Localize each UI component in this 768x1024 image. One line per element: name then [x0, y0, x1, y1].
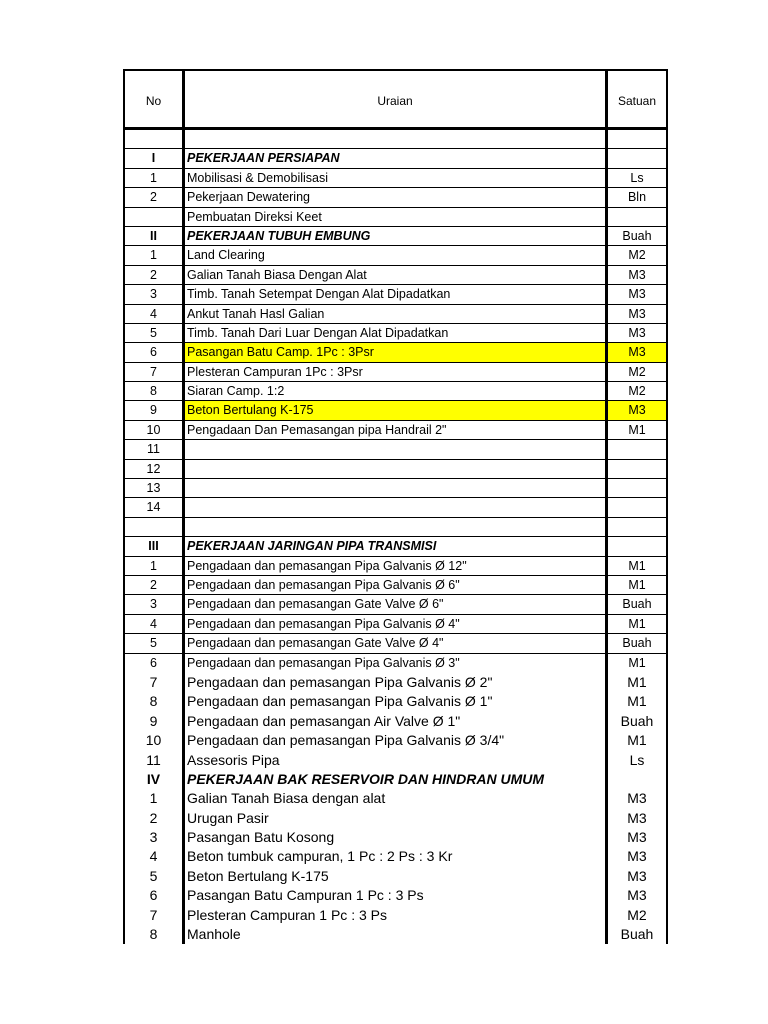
- cell-no: III: [123, 537, 185, 556]
- cell-no: 7: [123, 363, 185, 382]
- cell-no: [123, 518, 185, 537]
- table-row: [123, 498, 668, 517]
- cell-uraian: [185, 130, 608, 149]
- cell-satuan: M3: [608, 867, 668, 886]
- cell-no: 9: [123, 712, 185, 731]
- table-row: [123, 673, 668, 692]
- cell-no: 4: [123, 305, 185, 324]
- cell-uraian: Beton tumbuk campuran, 1 Pc : 2 Ps : 3 Kr: [185, 847, 608, 866]
- table-row: [123, 266, 668, 285]
- cell-uraian: Pasangan Batu Kosong: [185, 828, 608, 847]
- cell-uraian: Pengadaan dan pemasangan Pipa Galvanis Ø 6": [185, 576, 608, 595]
- cell-satuan: [608, 208, 668, 227]
- header-no: No: [123, 69, 185, 130]
- cell-no: 4: [123, 615, 185, 634]
- cell-no: 13: [123, 479, 185, 498]
- cell-uraian: Pasangan Batu Campuran 1 Pc : 3 Ps: [185, 886, 608, 905]
- table-header: [123, 69, 668, 130]
- cell-no: 8: [123, 382, 185, 401]
- cell-satuan: M2: [608, 382, 668, 401]
- cell-no: 2: [123, 188, 185, 207]
- table-row: [123, 828, 668, 847]
- table-row: [123, 906, 668, 925]
- cell-satuan: M3: [608, 401, 668, 420]
- cell-no: 2: [123, 576, 185, 595]
- cell-uraian: PEKERJAAN TUBUH EMBUNG: [185, 227, 608, 246]
- cell-no: 3: [123, 828, 185, 847]
- cell-no: 5: [123, 634, 185, 653]
- cell-uraian: Timb. Tanah Setempat Dengan Alat Dipadatkan: [185, 285, 608, 304]
- cell-uraian: Pengadaan dan pemasangan Air Valve Ø 1": [185, 712, 608, 731]
- cell-satuan: Ls: [608, 169, 668, 188]
- table-row: [123, 751, 668, 770]
- cell-satuan: [608, 149, 668, 168]
- cell-no: 3: [123, 285, 185, 304]
- cell-satuan: M1: [608, 557, 668, 576]
- table-row: [123, 809, 668, 828]
- table-row: [123, 305, 668, 324]
- table-row: [123, 460, 668, 479]
- cell-uraian: Pengadaan dan pemasangan Pipa Galvanis Ø 3": [185, 654, 608, 673]
- cell-no: I: [123, 149, 185, 168]
- cell-uraian: Pengadaan dan pemasangan Gate Valve Ø 6": [185, 595, 608, 614]
- cell-uraian: Plesteran Campuran 1Pc : 3Psr: [185, 363, 608, 382]
- table-row: [123, 712, 668, 731]
- cell-uraian: Beton Bertulang K-175: [185, 401, 608, 420]
- cell-uraian: Pasangan Batu Camp. 1Pc : 3Psr: [185, 343, 608, 362]
- cell-satuan: M1: [608, 615, 668, 634]
- cell-satuan: [608, 479, 668, 498]
- cell-satuan: M2: [608, 906, 668, 925]
- table-row: [123, 479, 668, 498]
- cell-uraian: Pengadaan dan pemasangan Pipa Galvanis Ø 2": [185, 673, 608, 692]
- table-row: [123, 518, 668, 537]
- table-row: [123, 343, 668, 362]
- table-row: [123, 285, 668, 304]
- cell-satuan: Buah: [608, 634, 668, 653]
- cell-no: 14: [123, 498, 185, 517]
- cell-satuan: M1: [608, 654, 668, 673]
- table-row: [123, 654, 668, 673]
- cell-satuan: M1: [608, 421, 668, 440]
- cell-satuan: [608, 130, 668, 149]
- cell-satuan: M3: [608, 847, 668, 866]
- cell-no: 11: [123, 751, 185, 770]
- cell-satuan: M3: [608, 343, 668, 362]
- cell-no: 8: [123, 925, 185, 944]
- cell-uraian: Siaran Camp. 1:2: [185, 382, 608, 401]
- table-body: [123, 130, 668, 944]
- cell-satuan: M2: [608, 363, 668, 382]
- table-row: [123, 246, 668, 265]
- cell-satuan: Ls: [608, 751, 668, 770]
- cell-no: 2: [123, 266, 185, 285]
- cell-uraian: PEKERJAAN JARINGAN PIPA TRANSMISI: [185, 537, 608, 556]
- table-row: [123, 595, 668, 614]
- table-row: [123, 169, 668, 188]
- cell-uraian: PEKERJAAN PERSIAPAN: [185, 149, 608, 168]
- cell-uraian: Urugan Pasir: [185, 809, 608, 828]
- cell-uraian: Pembuatan Direksi Keet: [185, 208, 608, 227]
- cell-satuan: M3: [608, 305, 668, 324]
- cell-no: 6: [123, 886, 185, 905]
- table-row: [123, 886, 668, 905]
- cell-uraian: Galian Tanah Biasa dengan alat: [185, 789, 608, 808]
- cell-satuan: M3: [608, 324, 668, 343]
- cell-no: 1: [123, 789, 185, 808]
- cell-satuan: Buah: [608, 712, 668, 731]
- cell-satuan: M3: [608, 809, 668, 828]
- cell-satuan: Buah: [608, 595, 668, 614]
- cell-satuan: [608, 518, 668, 537]
- cell-uraian: PEKERJAAN BAK RESERVOIR DAN HINDRAN UMUM: [185, 770, 608, 789]
- table-row: [123, 867, 668, 886]
- cell-uraian: Galian Tanah Biasa Dengan Alat: [185, 266, 608, 285]
- cell-uraian: [185, 440, 608, 459]
- cell-uraian: Mobilisasi & Demobilisasi: [185, 169, 608, 188]
- cell-satuan: [608, 498, 668, 517]
- cell-uraian: Pengadaan dan pemasangan Pipa Galvanis Ø 3/4": [185, 731, 608, 750]
- cell-satuan: Buah: [608, 925, 668, 944]
- cell-no: 4: [123, 847, 185, 866]
- section-row: [123, 770, 668, 789]
- cell-uraian: Ankut Tanah Hasl Galian: [185, 305, 608, 324]
- table-row: [123, 401, 668, 420]
- table-row: [123, 847, 668, 866]
- cell-satuan: [608, 770, 668, 789]
- cell-uraian: Pengadaan Dan Pemasangan pipa Handrail 2": [185, 421, 608, 440]
- cell-satuan: [608, 460, 668, 479]
- cell-no: 7: [123, 673, 185, 692]
- cell-no: 3: [123, 595, 185, 614]
- cell-uraian: Manhole: [185, 925, 608, 944]
- table-row: [123, 615, 668, 634]
- cell-satuan: Buah: [608, 227, 668, 246]
- table-row: [123, 634, 668, 653]
- cell-no: 1: [123, 169, 185, 188]
- table-row: [123, 557, 668, 576]
- cell-no: 9: [123, 401, 185, 420]
- cell-satuan: M2: [608, 246, 668, 265]
- header-satuan: Satuan: [608, 69, 668, 130]
- cell-no: 1: [123, 557, 185, 576]
- cell-satuan: M3: [608, 285, 668, 304]
- section-row: [123, 227, 668, 246]
- cell-uraian: Timb. Tanah Dari Luar Dengan Alat Dipadatkan: [185, 324, 608, 343]
- cell-satuan: M1: [608, 673, 668, 692]
- cell-satuan: M1: [608, 576, 668, 595]
- cell-uraian: Assesoris Pipa: [185, 751, 608, 770]
- cell-no: 6: [123, 343, 185, 362]
- table-row: [123, 731, 668, 750]
- cell-uraian: [185, 479, 608, 498]
- table-row: [123, 692, 668, 711]
- cell-uraian: Pengadaan dan pemasangan Pipa Galvanis Ø 4": [185, 615, 608, 634]
- header-uraian: Uraian: [185, 69, 608, 130]
- table-row: [123, 421, 668, 440]
- cell-satuan: [608, 537, 668, 556]
- table-row: [123, 208, 668, 227]
- spreadsheet-table: [123, 69, 668, 944]
- cell-no: 6: [123, 654, 185, 673]
- cell-no: 10: [123, 731, 185, 750]
- table-row: [123, 324, 668, 343]
- cell-uraian: Pengadaan dan pemasangan Pipa Galvanis Ø 12": [185, 557, 608, 576]
- table-row: [123, 440, 668, 459]
- cell-no: 2: [123, 809, 185, 828]
- cell-satuan: Bln: [608, 188, 668, 207]
- cell-uraian: Plesteran Campuran 1 Pc : 3 Ps: [185, 906, 608, 925]
- cell-no: 8: [123, 692, 185, 711]
- cell-no: 10: [123, 421, 185, 440]
- cell-no: 5: [123, 324, 185, 343]
- cell-satuan: M3: [608, 828, 668, 847]
- table-row: [123, 576, 668, 595]
- cell-uraian: Beton Bertulang K-175: [185, 867, 608, 886]
- cell-no: [123, 208, 185, 227]
- section-row: [123, 149, 668, 168]
- cell-uraian: Land Clearing: [185, 246, 608, 265]
- cell-no: IV: [123, 770, 185, 789]
- cell-satuan: M3: [608, 886, 668, 905]
- cell-no: 12: [123, 460, 185, 479]
- cell-uraian: Pekerjaan Dewatering: [185, 188, 608, 207]
- cell-no: 5: [123, 867, 185, 886]
- table-row: [123, 363, 668, 382]
- cell-satuan: M1: [608, 731, 668, 750]
- table-row: [123, 130, 668, 149]
- cell-uraian: [185, 498, 608, 517]
- table-row: [123, 789, 668, 808]
- cell-no: II: [123, 227, 185, 246]
- cell-no: 7: [123, 906, 185, 925]
- cell-no: 11: [123, 440, 185, 459]
- cell-uraian: [185, 518, 608, 537]
- cell-no: [123, 130, 185, 149]
- section-row: [123, 537, 668, 556]
- table-row: [123, 925, 668, 944]
- cell-satuan: [608, 440, 668, 459]
- table-row: [123, 382, 668, 401]
- cell-no: 1: [123, 246, 185, 265]
- cell-satuan: M1: [608, 692, 668, 711]
- cell-uraian: Pengadaan dan pemasangan Pipa Galvanis Ø 1": [185, 692, 608, 711]
- cell-satuan: M3: [608, 789, 668, 808]
- cell-uraian: [185, 460, 608, 479]
- cell-satuan: M3: [608, 266, 668, 285]
- cell-uraian: Pengadaan dan pemasangan Gate Valve Ø 4": [185, 634, 608, 653]
- table-row: [123, 188, 668, 207]
